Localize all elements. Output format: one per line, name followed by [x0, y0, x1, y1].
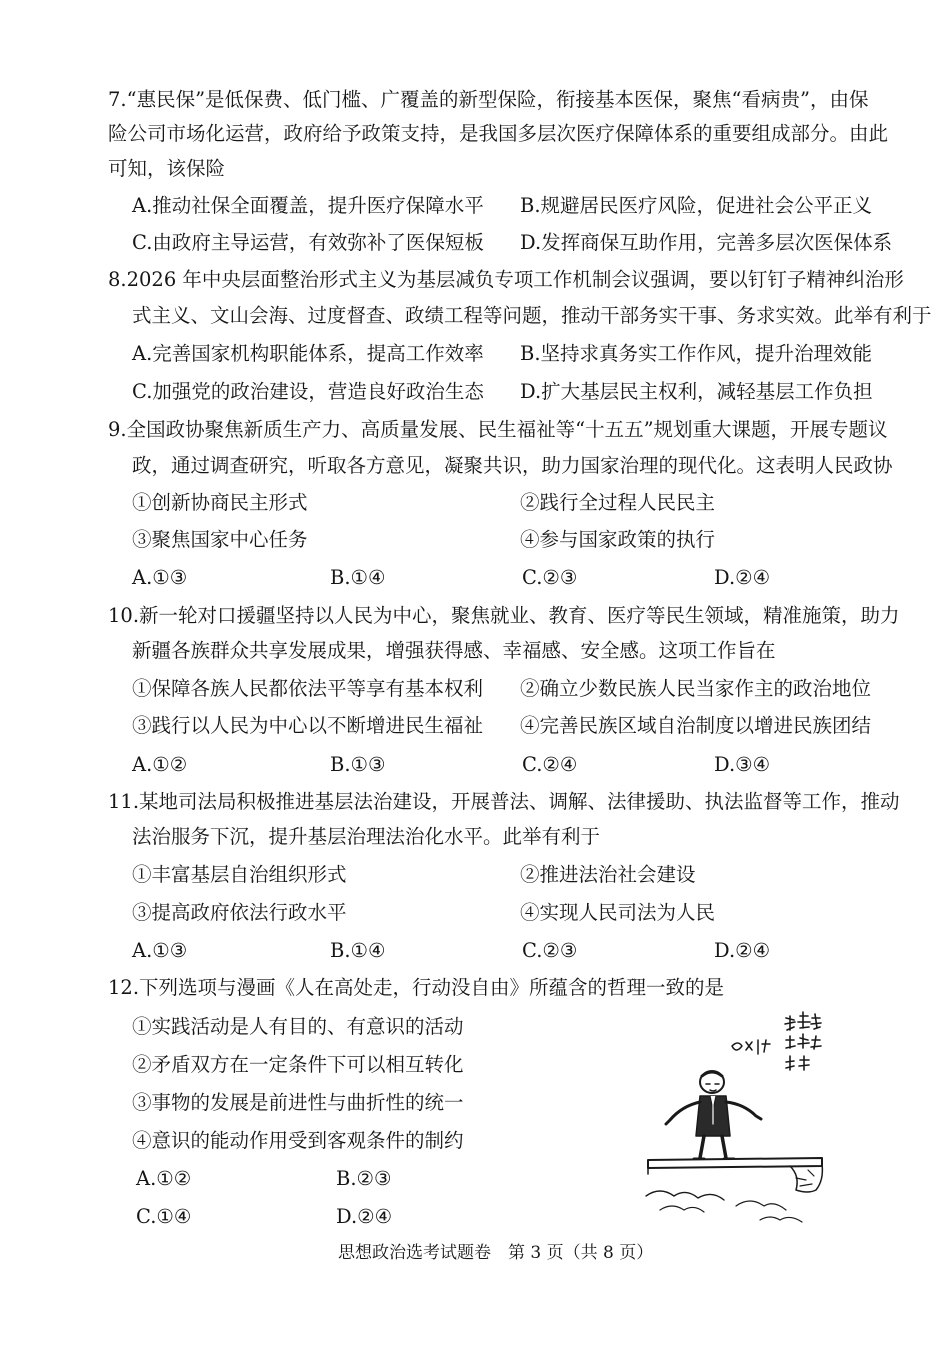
q12-item-2: ②矛盾双方在一定条件下可以相互转化: [132, 1053, 464, 1076]
page-footer: 思想政治选考试题卷 第 3 页（共 8 页）: [338, 1243, 654, 1263]
q10-option-b: B.①③: [330, 753, 386, 776]
q7-option-d: D.发挥商保互助作用，完善多层次医保体系: [520, 231, 893, 254]
q7-option-c: C.由政府主导运营，有效弥补了医保短板: [132, 231, 484, 254]
q9-option-d: D.②④: [714, 566, 771, 589]
q11-stem-line-2: 法治服务下沉，提升基层治理法治化水平。此举有利于: [132, 825, 601, 848]
q10-item-4: ④完善民族区域自治制度以增进民族团结: [520, 714, 872, 737]
q8-option-c: C.加强党的政治建设，营造良好政治生态: [132, 380, 484, 403]
q12-option-b: B.②③: [336, 1167, 392, 1190]
q10-item-1: ①保障各族人民都依法平等享有基本权利: [132, 677, 484, 700]
q8-option-d: D.扩大基层民主权利，减轻基层工作负担: [520, 380, 873, 403]
q9-stem-line-1: 9.全国政协聚焦新质生产力、高质量发展、民生福祉等“十五五”规划重大课题，开展专题议: [108, 418, 888, 441]
q9-option-a: A.①③: [132, 566, 188, 589]
q7-option-b: B.规避居民医疗风险，促进社会公平正义: [520, 194, 873, 217]
q8-option-a: A.完善国家机构职能体系，提高工作效率: [132, 342, 484, 365]
q9-item-3: ③聚焦国家中心任务: [132, 528, 308, 551]
q11-item-3: ③提高政府依法行政水平: [132, 901, 347, 924]
q7-stem-line-2: 险公司市场化运营，政府给予政策支持，是我国多层次医疗保障体系的重要组成部分。由此: [108, 122, 889, 145]
q9-item-2: ②践行全过程人民民主: [520, 491, 716, 514]
q12-item-4: ④意识的能动作用受到客观条件的制约: [132, 1129, 464, 1152]
cartoon-illustration: [640, 1010, 830, 1225]
cartoon-drawing: [640, 1010, 830, 1225]
q12-item-3: ③事物的发展是前进性与曲折性的统一: [132, 1091, 464, 1114]
q10-option-d: D.③④: [714, 753, 771, 776]
q8-stem-line-2: 式主义、文山会海、过度督查、政绩工程等问题，推动干部务实干事、务求实效。此举有利于: [132, 304, 932, 327]
q11-option-c: C.②③: [522, 939, 578, 962]
q12-item-1: ①实践活动是人有目的、有意识的活动: [132, 1015, 464, 1038]
q11-item-4: ④实现人民司法为人民: [520, 901, 716, 924]
q9-stem-line-2: 政，通过调查研究，听取各方意见，凝聚共识，助力国家治理的现代化。这表明人民政协: [132, 454, 893, 477]
q8-option-b: B.坚持求真务实工作作风，提升治理效能: [520, 342, 873, 365]
q11-item-2: ②推进法治社会建设: [520, 863, 696, 886]
q12-option-c: C.①④: [136, 1205, 192, 1228]
q9-item-1: ①创新协商民主形式: [132, 491, 308, 514]
q8-stem-line-1: 8.2026 年中央层面整治形式主义为基层减负专项工作机制会议强调，要以钉钉子精神纠治形: [108, 268, 904, 291]
q12-option-a: A.①②: [136, 1167, 192, 1190]
q10-item-2: ②确立少数民族人民当家作主的政治地位: [520, 677, 872, 700]
q10-option-c: C.②④: [522, 753, 578, 776]
q10-stem-line-2: 新疆各族群众共享发展成果，增强获得感、幸福感、安全感。这项工作旨在: [132, 639, 776, 662]
q12-stem-line-1: 12.下列选项与漫画《人在高处走，行动没自由》所蕴含的哲理一致的是: [108, 976, 725, 999]
q10-item-3: ③践行以人民为中心以不断增进民生福祉: [132, 714, 484, 737]
q11-option-a: A.①③: [132, 939, 188, 962]
q11-option-b: B.①④: [330, 939, 386, 962]
q11-stem-line-1: 11.某地司法局积极推进基层法治建设，开展普法、调解、法律援助、执法监督等工作，推动: [108, 790, 900, 813]
q10-stem-line-1: 10.新一轮对口援疆坚持以人民为中心，聚焦就业、教育、医疗等民生领域，精准施策，助力: [108, 604, 900, 627]
q10-option-a: A.①②: [132, 753, 188, 776]
q9-option-c: C.②③: [522, 566, 578, 589]
q7-stem-line-1: 7.“惠民保”是低保费、低门槛、广覆盖的新型保险，衔接基本医保，聚焦“看病贵”，由保: [108, 88, 869, 111]
q9-item-4: ④参与国家政策的执行: [520, 528, 716, 551]
q9-option-b: B.①④: [330, 566, 386, 589]
q11-item-1: ①丰富基层自治组织形式: [132, 863, 347, 886]
q11-option-d: D.②④: [714, 939, 771, 962]
q12-option-d: D.②④: [336, 1205, 393, 1228]
q7-option-a: A.推动社保全面覆盖，提升医疗保障水平: [132, 194, 484, 217]
q7-stem-line-3: 可知，该保险: [108, 157, 226, 180]
